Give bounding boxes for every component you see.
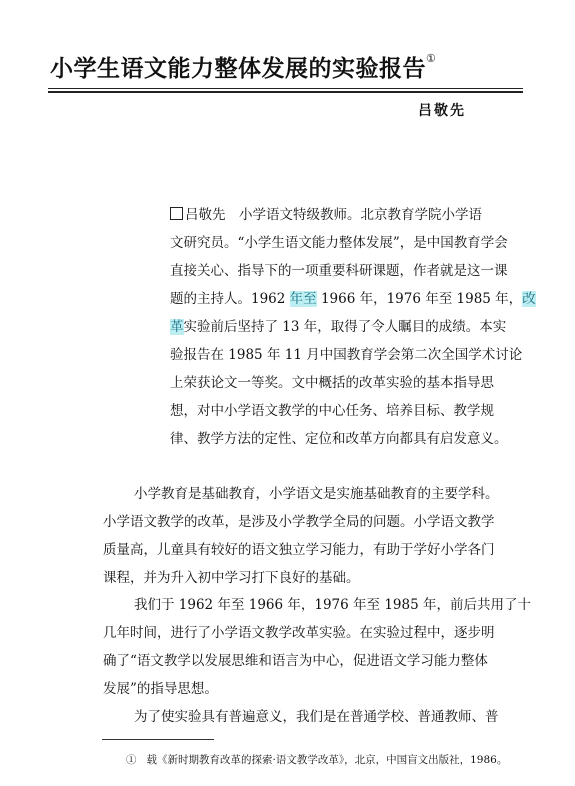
body-paragraph-2-line-4: 发展”的指导思想。 <box>103 681 218 697</box>
footnote-divider <box>102 739 214 740</box>
title-footnote-mark: ① <box>426 52 437 65</box>
intro-line-4: 题的主持人。1962 年至 1966 年，1976 年至 1985 年，改 <box>170 291 536 307</box>
title-text: 小学生语文能力整体发展的实验报告 <box>50 55 426 82</box>
footnote-text: 载《新时期教育改革的探索·语文教学改革》，北京，中国盲文出版社，1986。 <box>146 754 508 766</box>
intro-line-7: 上荣获论文一等奖。文中概括的改革实验的基本指导思 <box>170 375 494 391</box>
footnote-mark: ① <box>126 754 137 766</box>
body-paragraph-1-line-1: 小学教育是基础教育，小学语文是实施基础教育的主要学科。 <box>134 486 499 502</box>
intro-line-8: 想，对中小学语文教学的中心任务、培养目标、教学规 <box>170 403 494 419</box>
title-underline <box>48 88 523 89</box>
intro-line-6: 验报告在 1985 年 11 月中国教育学会第二次全国学术讨论 <box>170 347 523 363</box>
body-paragraph-3-line-1: 为了使实验具有普遍意义，我们是在普通学校、普通教师、普 <box>134 709 499 725</box>
square-bullet-icon <box>170 207 183 220</box>
intro-line-9: 律、教学方法的定性、定位和改革方向都具有启发意义。 <box>170 431 508 447</box>
body-paragraph-2-line-1: 我们于 1962 年至 1966 年，1976 年至 1985 年，前后共用了十 <box>134 597 531 613</box>
body-paragraph-1-line-4: 课程，并为升入初中学习打下良好的基础。 <box>103 570 360 586</box>
intro-line-1: 吕敬先 小学语文特级教师。北京教育学院小学语 <box>170 206 564 224</box>
body-paragraph-2-line-3: 确了“语文教学以发展思维和语言为中心，促进语文学习能力整体 <box>103 653 488 669</box>
body-paragraph-1-line-2: 小学语文教学的改革，是涉及小学教学全局的问题。小学语文教学 <box>103 514 495 530</box>
page-title <box>50 44 550 94</box>
title-underline-double <box>48 91 523 93</box>
intro-line-3: 直接关心、指导下的一项重要科研课题，作者就是这一课 <box>170 263 508 279</box>
intro-line-2: 文研究员。“小学生语文能力整体发展”，是中国教育学会 <box>170 235 508 251</box>
footnote <box>126 752 507 767</box>
intro-line-5: 革实验前后坚持了 13 年，取得了令人瞩目的成绩。本实 <box>170 319 507 335</box>
body-paragraph-2-line-2: 几年时间，进行了小学语文教学改革实验。在实验过程中，逐步明 <box>103 625 495 641</box>
author-name: 吕敬先 <box>418 103 466 119</box>
body-paragraph-1-line-3: 质量高，儿童具有较好的语文独立学习能力，有助于学好小学各门 <box>103 542 495 558</box>
